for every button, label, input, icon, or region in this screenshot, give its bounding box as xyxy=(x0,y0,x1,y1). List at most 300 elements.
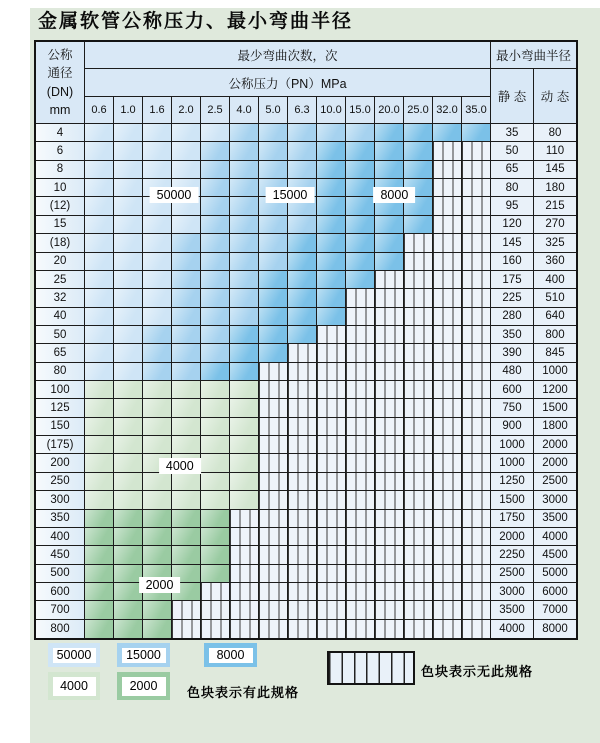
dynamic-radius-cell: 2000 xyxy=(534,454,576,472)
spec-cell xyxy=(172,381,201,399)
spec-cell xyxy=(288,142,317,160)
spec-cell xyxy=(114,253,143,271)
spec-cell xyxy=(143,216,172,234)
cycles-label-15000: 15000 xyxy=(266,187,315,203)
no-spec-cell xyxy=(375,528,404,546)
no-spec-cell xyxy=(288,418,317,436)
no-spec-cell xyxy=(346,583,375,601)
spec-cell xyxy=(143,363,172,381)
no-spec-cell xyxy=(404,326,433,344)
dynamic-radius-cell: 7000 xyxy=(534,601,576,619)
static-radius-cell: 1250 xyxy=(491,473,534,491)
no-spec-cell xyxy=(433,565,462,583)
spec-cell xyxy=(114,308,143,326)
dn-cell: (175) xyxy=(36,436,85,454)
no-spec-cell xyxy=(259,399,288,417)
no-spec-cell xyxy=(462,418,491,436)
no-spec-cell xyxy=(462,491,491,509)
spec-cell xyxy=(201,528,230,546)
legend-item-label: 8000 xyxy=(209,648,253,663)
static-radius-cell: 175 xyxy=(491,271,534,289)
dn-cell: 450 xyxy=(36,546,85,564)
spec-cell xyxy=(172,399,201,417)
spec-cell xyxy=(201,308,230,326)
legend-item-50000 xyxy=(48,643,100,667)
header-pn-2.0: 2.0 xyxy=(172,97,201,124)
no-spec-cell xyxy=(433,326,462,344)
spec-cell xyxy=(346,142,375,160)
spec-cell xyxy=(85,473,114,491)
static-radius-cell: 1000 xyxy=(491,454,534,472)
spec-cell xyxy=(114,601,143,619)
no-spec-cell xyxy=(346,344,375,362)
dynamic-radius-cell: 2000 xyxy=(534,436,576,454)
spec-cell xyxy=(201,565,230,583)
no-spec-cell xyxy=(404,399,433,417)
spec-cell xyxy=(230,344,259,362)
no-spec-cell xyxy=(433,381,462,399)
spec-cell xyxy=(230,179,259,197)
no-spec-cell xyxy=(404,289,433,307)
no-spec-cell xyxy=(346,528,375,546)
spec-cell xyxy=(114,326,143,344)
spec-cell xyxy=(143,399,172,417)
spec-cell xyxy=(85,601,114,619)
spec-cell xyxy=(288,253,317,271)
spec-cell xyxy=(288,216,317,234)
dn-cell: 125 xyxy=(36,399,85,417)
no-spec-cell xyxy=(462,399,491,417)
spec-cell xyxy=(172,473,201,491)
spec-cell xyxy=(230,289,259,307)
header-pn-4.0: 4.0 xyxy=(230,97,259,124)
legend-item-8000 xyxy=(204,643,257,667)
no-spec-cell xyxy=(346,289,375,307)
static-radius-cell: 900 xyxy=(491,418,534,436)
no-spec-cell xyxy=(462,528,491,546)
spec-cell xyxy=(230,326,259,344)
spec-cell xyxy=(201,381,230,399)
dynamic-radius-cell: 325 xyxy=(534,234,576,252)
no-spec-cell xyxy=(433,253,462,271)
dynamic-radius-cell: 4500 xyxy=(534,546,576,564)
spec-cell xyxy=(317,161,346,179)
spec-cell xyxy=(172,308,201,326)
spec-cell xyxy=(201,289,230,307)
no-spec-cell xyxy=(317,473,346,491)
no-spec-cell xyxy=(317,326,346,344)
static-radius-cell: 1000 xyxy=(491,436,534,454)
no-spec-cell xyxy=(288,510,317,528)
spec-cell xyxy=(85,454,114,472)
dn-cell: 10 xyxy=(36,179,85,197)
dynamic-radius-cell: 1500 xyxy=(534,399,576,417)
spec-cell xyxy=(172,510,201,528)
no-spec-cell xyxy=(346,454,375,472)
legend-item-label: 15000 xyxy=(122,648,166,663)
no-spec-cell xyxy=(404,381,433,399)
legend-no-spec-swatch xyxy=(327,651,415,685)
header-pn-32.0: 32.0 xyxy=(433,97,462,124)
spec-cell xyxy=(259,253,288,271)
static-radius-cell: 3000 xyxy=(491,583,534,601)
dn-cell: 20 xyxy=(36,253,85,271)
no-spec-cell xyxy=(433,620,462,638)
spec-cell xyxy=(114,234,143,252)
spec-cell xyxy=(346,161,375,179)
no-spec-cell xyxy=(375,271,404,289)
spec-cell xyxy=(85,253,114,271)
spec-cell xyxy=(346,271,375,289)
spec-cell xyxy=(230,381,259,399)
no-spec-cell xyxy=(404,454,433,472)
static-radius-cell: 750 xyxy=(491,399,534,417)
spec-cell xyxy=(85,620,114,638)
spec-cell xyxy=(143,308,172,326)
no-spec-cell xyxy=(404,253,433,271)
spec-cell xyxy=(201,142,230,160)
no-spec-cell xyxy=(346,381,375,399)
dynamic-radius-cell: 215 xyxy=(534,197,576,215)
no-spec-cell xyxy=(375,454,404,472)
no-spec-cell xyxy=(462,344,491,362)
spec-cell xyxy=(433,124,462,142)
static-radius-cell: 35 xyxy=(491,124,534,142)
no-spec-cell xyxy=(462,620,491,638)
spec-cell xyxy=(462,124,491,142)
no-spec-cell xyxy=(375,363,404,381)
spec-cell xyxy=(143,491,172,509)
no-spec-cell xyxy=(259,528,288,546)
header-dynamic: 动 态 xyxy=(534,69,576,124)
legend-item-2000 xyxy=(117,672,170,700)
spec-cell xyxy=(85,234,114,252)
no-spec-cell xyxy=(288,381,317,399)
no-spec-cell xyxy=(462,565,491,583)
no-spec-cell xyxy=(404,583,433,601)
spec-cell xyxy=(230,142,259,160)
spec-cell xyxy=(143,620,172,638)
spec-cell xyxy=(230,436,259,454)
dn-cell: 6 xyxy=(36,142,85,160)
no-spec-cell xyxy=(288,399,317,417)
no-spec-cell xyxy=(404,436,433,454)
dn-cell: 200 xyxy=(36,454,85,472)
no-spec-cell xyxy=(433,234,462,252)
no-spec-cell xyxy=(346,491,375,509)
static-radius-cell: 145 xyxy=(491,234,534,252)
spec-cell xyxy=(114,216,143,234)
legend-no-spec-text: 色块表示无此规格 xyxy=(421,664,534,679)
spec-cell xyxy=(85,436,114,454)
no-spec-cell xyxy=(462,436,491,454)
spec-cell xyxy=(114,142,143,160)
spec-cell xyxy=(288,234,317,252)
legend-item-label: 4000 xyxy=(53,677,96,696)
no-spec-cell xyxy=(433,308,462,326)
spec-cell xyxy=(375,253,404,271)
header-pn-10.0: 10.0 xyxy=(317,97,346,124)
spec-cell xyxy=(143,510,172,528)
spec-cell xyxy=(317,308,346,326)
no-spec-cell xyxy=(259,363,288,381)
spec-cell xyxy=(172,271,201,289)
no-spec-cell xyxy=(462,326,491,344)
header-pn-35.0: 35.0 xyxy=(462,97,491,124)
spec-cell xyxy=(143,289,172,307)
spec-cell xyxy=(317,271,346,289)
static-radius-cell: 95 xyxy=(491,197,534,215)
spec-cell xyxy=(201,234,230,252)
spec-cell xyxy=(201,491,230,509)
static-radius-cell: 3500 xyxy=(491,601,534,619)
no-spec-cell xyxy=(288,491,317,509)
no-spec-cell xyxy=(346,399,375,417)
spec-cell xyxy=(143,142,172,160)
dn-cell: (12) xyxy=(36,197,85,215)
spec-cell xyxy=(288,124,317,142)
no-spec-cell xyxy=(462,601,491,619)
dynamic-radius-cell: 2500 xyxy=(534,473,576,491)
no-spec-cell xyxy=(462,510,491,528)
no-spec-cell xyxy=(288,546,317,564)
spec-cell xyxy=(172,161,201,179)
spec-cell xyxy=(85,124,114,142)
dn-cell: 250 xyxy=(36,473,85,491)
spec-cell xyxy=(172,234,201,252)
spec-cell xyxy=(201,253,230,271)
no-spec-cell xyxy=(259,473,288,491)
spec-cell xyxy=(230,253,259,271)
spec-cell xyxy=(317,289,346,307)
no-spec-cell xyxy=(346,436,375,454)
no-spec-cell xyxy=(317,454,346,472)
spec-cell xyxy=(259,161,288,179)
spec-cell xyxy=(143,601,172,619)
no-spec-cell xyxy=(230,528,259,546)
spec-cell xyxy=(230,271,259,289)
spec-cell xyxy=(230,161,259,179)
no-spec-cell xyxy=(433,161,462,179)
spec-cell xyxy=(114,363,143,381)
static-radius-cell: 160 xyxy=(491,253,534,271)
spec-cell xyxy=(85,363,114,381)
header-pn-20.0: 20.0 xyxy=(375,97,404,124)
spec-cell xyxy=(346,124,375,142)
no-spec-cell xyxy=(288,583,317,601)
spec-cell xyxy=(114,344,143,362)
spec-cell xyxy=(317,216,346,234)
dynamic-radius-cell: 1000 xyxy=(534,363,576,381)
legend-item-label: 2000 xyxy=(122,677,166,696)
spec-cell xyxy=(259,271,288,289)
spec-cell xyxy=(375,142,404,160)
no-spec-cell xyxy=(259,583,288,601)
spec-cell xyxy=(201,161,230,179)
spec-cell xyxy=(317,142,346,160)
spec-cell xyxy=(259,234,288,252)
spec-cell xyxy=(346,216,375,234)
spec-cell xyxy=(201,197,230,215)
dynamic-radius-cell: 3500 xyxy=(534,510,576,528)
spec-cell xyxy=(288,271,317,289)
dynamic-radius-cell: 845 xyxy=(534,344,576,362)
header-dn-line: 通径 xyxy=(47,66,73,81)
dn-cell: 25 xyxy=(36,271,85,289)
static-radius-cell: 2000 xyxy=(491,528,534,546)
spec-cell xyxy=(317,234,346,252)
spec-cell xyxy=(259,308,288,326)
no-spec-cell xyxy=(433,473,462,491)
no-spec-cell xyxy=(433,271,462,289)
no-spec-cell xyxy=(317,546,346,564)
no-spec-cell xyxy=(288,620,317,638)
dynamic-radius-cell: 400 xyxy=(534,271,576,289)
spec-cell xyxy=(230,454,259,472)
no-spec-cell xyxy=(346,510,375,528)
spec-cell xyxy=(143,253,172,271)
header-dn-line: (DN) xyxy=(46,84,74,99)
spec-cell xyxy=(201,418,230,436)
spec-cell xyxy=(114,510,143,528)
spec-cell xyxy=(85,583,114,601)
no-spec-cell xyxy=(404,418,433,436)
spec-cell xyxy=(143,326,172,344)
no-spec-cell xyxy=(462,363,491,381)
header-pn-5.0: 5.0 xyxy=(259,97,288,124)
no-spec-cell xyxy=(346,308,375,326)
static-radius-cell: 80 xyxy=(491,179,534,197)
no-spec-cell xyxy=(317,436,346,454)
no-spec-cell xyxy=(462,197,491,215)
no-spec-cell xyxy=(317,381,346,399)
spec-cell xyxy=(201,436,230,454)
legend-has-spec-text: 色块表示有此规格 xyxy=(187,685,300,700)
spec-cell xyxy=(404,142,433,160)
no-spec-cell xyxy=(259,601,288,619)
dn-cell: 800 xyxy=(36,620,85,638)
legend-item-4000 xyxy=(48,672,100,700)
dn-cell: 100 xyxy=(36,381,85,399)
spec-cell xyxy=(375,124,404,142)
dynamic-radius-cell: 110 xyxy=(534,142,576,160)
header-dn-line: mm xyxy=(49,102,71,117)
no-spec-cell xyxy=(433,601,462,619)
dynamic-radius-cell: 180 xyxy=(534,179,576,197)
no-spec-cell xyxy=(404,473,433,491)
no-spec-cell xyxy=(317,491,346,509)
no-spec-cell xyxy=(230,601,259,619)
spec-cell xyxy=(172,363,201,381)
dn-cell: 500 xyxy=(36,565,85,583)
spec-cell xyxy=(114,161,143,179)
dn-cell: 65 xyxy=(36,344,85,362)
no-spec-cell xyxy=(462,308,491,326)
spec-cell xyxy=(172,216,201,234)
no-spec-cell xyxy=(404,234,433,252)
no-spec-cell xyxy=(230,510,259,528)
spec-cell xyxy=(317,179,346,197)
no-spec-cell xyxy=(462,289,491,307)
spec-cell xyxy=(114,381,143,399)
dn-cell: (18) xyxy=(36,234,85,252)
spec-cell xyxy=(230,491,259,509)
no-spec-cell xyxy=(404,344,433,362)
dn-cell: 300 xyxy=(36,491,85,509)
spec-cell xyxy=(201,271,230,289)
no-spec-cell xyxy=(288,436,317,454)
no-spec-cell xyxy=(172,620,201,638)
spec-cell xyxy=(143,436,172,454)
static-radius-cell: 350 xyxy=(491,326,534,344)
static-radius-cell: 390 xyxy=(491,344,534,362)
no-spec-cell xyxy=(317,583,346,601)
spec-cell xyxy=(85,179,114,197)
no-spec-cell xyxy=(462,454,491,472)
dynamic-radius-cell: 3000 xyxy=(534,491,576,509)
no-spec-cell xyxy=(259,454,288,472)
no-spec-cell xyxy=(259,565,288,583)
dn-cell: 8 xyxy=(36,161,85,179)
dynamic-radius-cell: 80 xyxy=(534,124,576,142)
header-pn-0.6: 0.6 xyxy=(85,97,114,124)
no-spec-cell xyxy=(259,510,288,528)
spec-cell xyxy=(317,253,346,271)
no-spec-cell xyxy=(433,418,462,436)
no-spec-cell xyxy=(346,546,375,564)
no-spec-cell xyxy=(288,473,317,491)
static-radius-cell: 50 xyxy=(491,142,534,160)
spec-cell xyxy=(114,289,143,307)
static-radius-cell: 65 xyxy=(491,161,534,179)
pressure-bend-radius-table xyxy=(34,40,578,640)
static-radius-cell: 1500 xyxy=(491,491,534,509)
header-static: 静 态 xyxy=(491,69,534,124)
no-spec-cell xyxy=(404,601,433,619)
no-spec-cell xyxy=(259,491,288,509)
spec-cell xyxy=(172,418,201,436)
no-spec-cell xyxy=(462,271,491,289)
no-spec-cell xyxy=(317,565,346,583)
no-spec-cell xyxy=(288,454,317,472)
spec-cell xyxy=(143,124,172,142)
dn-cell: 32 xyxy=(36,289,85,307)
header-pn-1.6: 1.6 xyxy=(143,97,172,124)
spec-cell xyxy=(172,253,201,271)
static-radius-cell: 1750 xyxy=(491,510,534,528)
spec-cell xyxy=(143,473,172,491)
no-spec-cell xyxy=(375,326,404,344)
no-spec-cell xyxy=(259,436,288,454)
no-spec-cell xyxy=(462,546,491,564)
spec-cell xyxy=(230,418,259,436)
no-spec-cell xyxy=(346,620,375,638)
spec-cell xyxy=(230,308,259,326)
spec-cell xyxy=(172,142,201,160)
no-spec-cell xyxy=(433,289,462,307)
no-spec-cell xyxy=(317,344,346,362)
no-spec-cell xyxy=(346,601,375,619)
no-spec-cell xyxy=(172,601,201,619)
spec-cell xyxy=(230,473,259,491)
no-spec-cell xyxy=(375,289,404,307)
no-spec-cell xyxy=(375,399,404,417)
spec-cell xyxy=(172,289,201,307)
spec-cell xyxy=(85,216,114,234)
spec-cell xyxy=(143,271,172,289)
spec-cell xyxy=(201,399,230,417)
no-spec-cell xyxy=(201,601,230,619)
